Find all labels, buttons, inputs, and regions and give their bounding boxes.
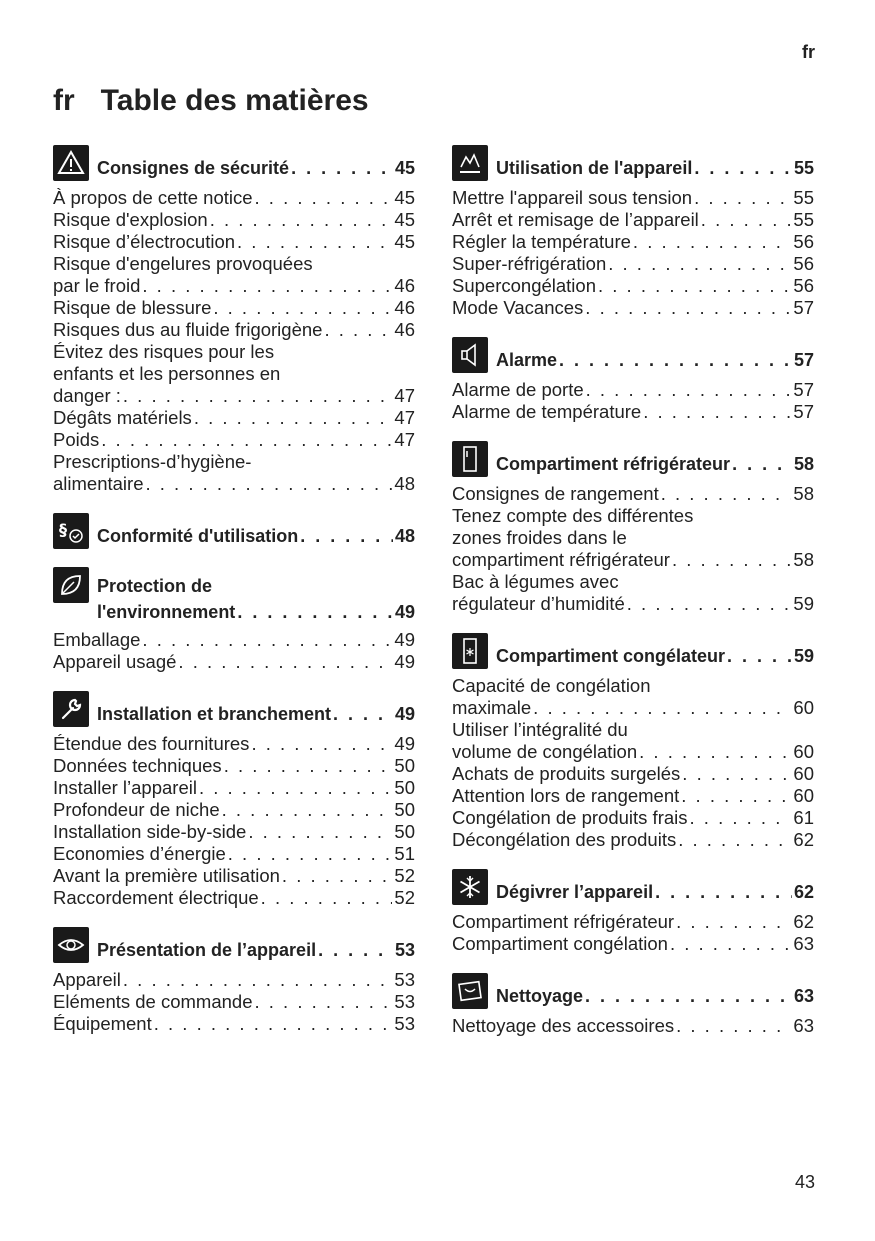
entry-page-number: 52 <box>394 865 415 886</box>
toc-entry[interactable] <box>452 593 814 615</box>
entry-text: Congélation de produits frais <box>452 807 688 828</box>
entry-page-number: 49 <box>394 651 415 672</box>
section-title-text: Alarme <box>496 350 558 370</box>
section-page-number: 62 <box>793 882 814 902</box>
entry-page-number: 45 <box>394 187 415 208</box>
entry-page-number: 50 <box>394 755 415 776</box>
leader-dots <box>228 843 393 865</box>
toc-entry[interactable] <box>452 379 814 401</box>
section-title-text: Utilisation de l'appareil <box>496 158 693 178</box>
entry-text-line: Bac à légumes avec <box>452 571 619 592</box>
leader-dots <box>694 157 792 179</box>
entry-text: Poids <box>53 429 100 450</box>
section-header[interactable] <box>452 441 814 477</box>
speaker-alarm-icon <box>452 337 488 373</box>
entry-text: Compartiment réfrigérateur <box>452 911 675 932</box>
entry-text: Appareil <box>53 969 121 990</box>
leader-dots <box>608 253 791 275</box>
snowflake-icon <box>452 869 488 905</box>
toc-entry[interactable] <box>452 275 814 297</box>
section-header[interactable] <box>53 927 415 963</box>
leader-dots <box>123 385 393 407</box>
toc-entry[interactable] <box>53 319 415 341</box>
entry-page-number: 56 <box>793 231 814 252</box>
leader-dots <box>248 821 392 843</box>
entry-text-line: Évitez des risques pour les <box>53 341 275 362</box>
toc-section <box>53 567 415 673</box>
leader-dots <box>146 473 393 495</box>
leader-dots <box>639 741 791 763</box>
toc-section <box>452 869 814 955</box>
section-title-row <box>97 691 415 725</box>
entry-text: Compartiment congélation <box>452 933 668 954</box>
leader-dots <box>682 763 791 785</box>
section-title-text: Compartiment réfrigérateur <box>496 454 731 474</box>
section-page-number: 45 <box>394 158 415 178</box>
section-title-text: Conformité d'utilisation <box>97 526 299 546</box>
leader-dots <box>333 703 393 725</box>
toc-entry[interactable] <box>452 401 814 423</box>
toc-entry[interactable] <box>53 887 415 909</box>
entry-text: Economies d’énergie <box>53 843 226 864</box>
toc-section <box>53 927 415 1035</box>
section-page-number: 58 <box>793 454 814 474</box>
section-page-number: 48 <box>394 526 415 546</box>
entry-page-number: 46 <box>394 275 415 296</box>
entry-page-number: 60 <box>793 785 814 806</box>
leader-dots <box>678 829 791 851</box>
section-title <box>97 567 415 623</box>
toc-entry[interactable] <box>53 231 415 253</box>
section-title-row <box>496 633 814 667</box>
section-page-number: 53 <box>394 940 415 960</box>
entry-text: Risques dus au fluide frigorigène <box>53 319 323 340</box>
toc-entry[interactable] <box>452 231 814 253</box>
entry-text: Risque de blessure <box>53 297 212 318</box>
entry-text: Attention lors de rangement <box>452 785 680 806</box>
section-page-number: 57 <box>793 350 814 370</box>
toc-entry[interactable] <box>53 821 415 843</box>
section-page-number: 63 <box>793 986 814 1006</box>
entry-page-number: 58 <box>793 549 814 570</box>
toc-entry[interactable] <box>452 209 814 231</box>
leader-dots <box>670 933 791 955</box>
section-header[interactable] <box>452 145 814 181</box>
toc-entry[interactable] <box>53 473 415 495</box>
section-title-text: Installation et branchement <box>97 704 332 724</box>
toc-entry[interactable] <box>452 911 814 933</box>
toc-entry[interactable] <box>452 807 814 829</box>
toc-section <box>53 691 415 909</box>
entry-page-number: 49 <box>394 733 415 754</box>
entry-page-number: 61 <box>793 807 814 828</box>
section-title <box>496 337 814 371</box>
section-title-text: Consignes de sécurité <box>97 158 290 178</box>
entry-page-number: 50 <box>394 821 415 842</box>
eye-icon <box>53 927 89 963</box>
entry-text: danger : <box>53 385 121 406</box>
leader-dots <box>199 777 392 799</box>
section-title <box>496 441 814 475</box>
section-title <box>496 869 814 903</box>
toc-section <box>452 337 814 423</box>
leader-dots <box>694 187 791 209</box>
section-title-text: l'environnement <box>97 602 236 622</box>
entry-page-number: 47 <box>394 385 415 406</box>
entry-text: À propos de cette notice <box>53 187 253 208</box>
warning-triangle-icon <box>53 145 89 181</box>
toc-entry[interactable] <box>452 697 814 719</box>
toc-entry[interactable] <box>53 777 415 799</box>
section-title-row <box>97 927 415 961</box>
entry-page-number: 53 <box>394 991 415 1012</box>
toc-entry[interactable] <box>452 829 814 851</box>
entry-text: Risque d’électrocution <box>53 231 236 252</box>
entry-text: Dégâts matériels <box>53 407 192 428</box>
toc-entry[interactable] <box>53 187 415 209</box>
toc-entry[interactable] <box>53 1013 415 1035</box>
environment-leaf-icon <box>53 567 89 603</box>
section-title-row <box>97 597 415 623</box>
entry-text: Avant la première utilisation <box>53 865 280 886</box>
leader-dots <box>676 1015 791 1037</box>
entry-page-number: 48 <box>394 473 415 494</box>
svg-text:§: § <box>59 520 67 539</box>
cleaning-icon <box>452 973 488 1009</box>
entry-text: régulateur d’humidité <box>452 593 625 614</box>
entry-page-number: 62 <box>793 829 814 850</box>
leader-dots <box>178 651 392 673</box>
title-language: fr <box>53 84 75 117</box>
toc-entry[interactable] <box>452 763 814 785</box>
leader-dots <box>101 429 392 451</box>
entry-page-number: 51 <box>394 843 415 864</box>
entry-page-number: 57 <box>793 297 814 318</box>
toc-right-column <box>452 145 814 1055</box>
entry-text-line: Capacité de congélation <box>452 675 651 696</box>
entry-page-number: 60 <box>793 741 814 762</box>
entry-text: Installation side-by-side <box>53 821 247 842</box>
leader-dots <box>237 601 393 623</box>
leader-dots <box>324 319 392 341</box>
section-title-text: Nettoyage <box>496 986 584 1006</box>
entry-text: Appareil usagé <box>53 651 177 672</box>
toc-section <box>452 441 814 615</box>
leader-dots <box>210 209 393 231</box>
section-title-text: Compartiment congélateur <box>496 646 726 666</box>
section-title <box>97 927 415 961</box>
leader-dots <box>154 1013 393 1035</box>
section-title-text: Présentation de l’appareil <box>97 940 317 960</box>
toc-section <box>452 633 814 851</box>
fridge-icon <box>452 441 488 477</box>
section-title-row <box>496 145 814 179</box>
entry-page-number: 50 <box>394 777 415 798</box>
toc-entry[interactable] <box>452 1015 814 1037</box>
entry-page-number: 56 <box>793 253 814 274</box>
toc-section <box>53 145 415 495</box>
entry-page-number: 46 <box>394 319 415 340</box>
entry-text: Risque d'explosion <box>53 209 208 230</box>
page-title <box>53 84 369 118</box>
toc-entry[interactable] <box>452 253 814 275</box>
leader-dots <box>661 483 792 505</box>
toc-left-column <box>53 145 415 1053</box>
entry-page-number: 57 <box>793 401 814 422</box>
leader-dots <box>142 275 392 297</box>
entry-page-number: 59 <box>793 593 814 614</box>
entry-text: Consignes de rangement <box>452 483 659 504</box>
page-number: 43 <box>794 1172 815 1192</box>
section-page-number: 55 <box>793 158 814 178</box>
section-title <box>97 691 415 725</box>
entry-text-line: Tenez compte des différentes <box>452 505 694 526</box>
leader-dots <box>291 157 393 179</box>
section-title <box>496 973 814 1007</box>
entry-text-line: Utiliser l’intégralité du <box>452 719 628 740</box>
leader-dots <box>251 733 392 755</box>
entry-text: Installer l’appareil <box>53 777 197 798</box>
leader-dots <box>318 939 393 961</box>
entry-page-number: 57 <box>793 379 814 400</box>
entry-text-line: Prescriptions-d’hygiène- <box>53 451 252 472</box>
toc-entry[interactable] <box>53 429 415 451</box>
entry-page-number: 52 <box>394 887 415 908</box>
leader-dots <box>732 453 792 475</box>
toc-section <box>452 145 814 319</box>
toc-entry[interactable] <box>452 933 814 955</box>
section-title-row <box>496 337 814 371</box>
entry-page-number: 62 <box>793 911 814 932</box>
toc-entry[interactable] <box>53 969 415 991</box>
entry-page-number: 55 <box>793 209 814 230</box>
toc-entry[interactable] <box>53 629 415 651</box>
toc-entry[interactable] <box>53 651 415 673</box>
leader-dots <box>224 755 393 777</box>
leader-dots <box>194 407 393 429</box>
leader-dots <box>237 231 392 253</box>
entry-text: Alarme de porte <box>452 379 584 400</box>
leader-dots <box>559 349 792 371</box>
entry-page-number: 58 <box>793 483 814 504</box>
leader-dots <box>727 645 792 667</box>
section-title <box>496 145 814 179</box>
leader-dots <box>676 911 791 933</box>
toc-entry[interactable] <box>53 755 415 777</box>
entry-text: par le froid <box>53 275 141 296</box>
section-page-number: 59 <box>793 646 814 666</box>
entry-text: Super-réfrigération <box>452 253 607 274</box>
leader-dots <box>643 401 791 423</box>
wrench-icon <box>53 691 89 727</box>
toc-entry[interactable] <box>53 209 415 231</box>
section-header[interactable] <box>53 513 415 549</box>
entry-text: Données techniques <box>53 755 222 776</box>
entry-text: Mode Vacances <box>452 297 584 318</box>
leader-dots <box>627 593 792 615</box>
section-page-number: 49 <box>394 602 415 622</box>
section-title <box>496 633 814 667</box>
toc-section <box>53 513 415 549</box>
toc-entry[interactable] <box>53 991 415 1013</box>
title-text: Table des matières <box>100 84 369 117</box>
entry-page-number: 56 <box>793 275 814 296</box>
toc-entry[interactable] <box>53 385 415 407</box>
entry-text-line: Risque d'engelures provoquées <box>53 253 313 274</box>
entry-text-line: enfants et les personnes en <box>53 363 281 384</box>
section-header[interactable] <box>452 633 814 669</box>
leader-dots <box>701 209 792 231</box>
entry-text: Mettre l'appareil sous tension <box>452 187 693 208</box>
freezer-icon <box>452 633 488 669</box>
toc-section <box>452 973 814 1037</box>
toc-entry[interactable] <box>53 733 415 755</box>
leader-dots <box>585 297 791 319</box>
entry-text: Équipement <box>53 1013 152 1034</box>
leader-dots <box>255 991 393 1013</box>
entry-page-number: 53 <box>394 969 415 990</box>
entry-text: Raccordement électrique <box>53 887 259 908</box>
entry-page-number: 46 <box>394 297 415 318</box>
leader-dots <box>533 697 791 719</box>
toc-entry[interactable] <box>452 187 814 209</box>
leader-dots <box>681 785 791 807</box>
leader-dots <box>690 807 792 829</box>
leader-dots <box>255 187 393 209</box>
entry-text: Étendue des fournitures <box>53 733 250 754</box>
entry-text: Alarme de température <box>452 401 642 422</box>
language-tag: fr <box>802 42 815 62</box>
leader-dots <box>123 969 393 991</box>
entry-page-number: 60 <box>793 763 814 784</box>
entry-text: maximale <box>452 697 532 718</box>
leader-dots <box>672 549 791 571</box>
leader-dots <box>598 275 791 297</box>
toc-entry[interactable] <box>452 785 814 807</box>
entry-page-number: 60 <box>793 697 814 718</box>
conformity-hand-icon <box>53 513 89 549</box>
entry-text: alimentaire <box>53 473 144 494</box>
toc-entry[interactable] <box>53 799 415 821</box>
leader-dots <box>282 865 393 887</box>
section-header[interactable] <box>452 337 814 373</box>
section-page-number: 49 <box>394 704 415 724</box>
toc-entry[interactable] <box>452 549 814 571</box>
entry-page-number: 45 <box>394 231 415 252</box>
entry-page-number: 47 <box>394 407 415 428</box>
toc-entry[interactable] <box>452 741 814 763</box>
entry-page-number: 47 <box>394 429 415 450</box>
entry-text: Supercongélation <box>452 275 596 296</box>
toc-entry[interactable] <box>53 865 415 887</box>
entry-text: Profondeur de niche <box>53 799 220 820</box>
entry-text: Régler la température <box>452 231 631 252</box>
leader-dots <box>300 525 393 547</box>
entry-text: Achats de produits surgelés <box>452 763 681 784</box>
leader-dots <box>222 799 393 821</box>
section-header[interactable] <box>53 567 415 623</box>
entry-page-number: 63 <box>793 1015 814 1036</box>
section-title-row <box>97 145 415 179</box>
hand-operation-icon <box>452 145 488 181</box>
section-title <box>97 513 415 547</box>
entry-text: Nettoyage des accessoires <box>452 1015 675 1036</box>
entry-page-number: 50 <box>394 799 415 820</box>
section-title-row <box>496 973 814 1007</box>
section-title-text: Dégivrer l’appareil <box>496 882 654 902</box>
toc-entry[interactable] <box>452 297 814 319</box>
leader-dots <box>142 629 392 651</box>
toc-entry[interactable] <box>53 275 415 297</box>
entry-text: Arrêt et remisage de l’appareil <box>452 209 699 230</box>
entry-text: Décongélation des produits <box>452 829 677 850</box>
leader-dots <box>261 887 393 909</box>
entry-page-number: 45 <box>394 209 415 230</box>
leader-dots <box>655 881 792 903</box>
entry-text: Emballage <box>53 629 141 650</box>
leader-dots <box>633 231 792 253</box>
entry-page-number: 55 <box>793 187 814 208</box>
section-title-row <box>97 513 415 547</box>
section-header[interactable] <box>53 145 415 181</box>
toc-entry[interactable] <box>53 843 415 865</box>
leader-dots <box>586 379 792 401</box>
section-header[interactable] <box>53 691 415 727</box>
entry-page-number: 53 <box>394 1013 415 1034</box>
leader-dots <box>585 985 792 1007</box>
section-title-row <box>496 869 814 903</box>
section-title <box>97 145 415 179</box>
entry-text-line: zones froides dans le <box>452 527 627 548</box>
leader-dots <box>213 297 392 319</box>
section-title-row <box>496 441 814 475</box>
toc-entry[interactable] <box>53 297 415 319</box>
entry-page-number: 49 <box>394 629 415 650</box>
section-title-line: Protection de <box>97 576 213 596</box>
toc-entry[interactable] <box>53 407 415 429</box>
entry-page-number: 63 <box>793 933 814 954</box>
toc-entry[interactable] <box>452 483 814 505</box>
section-header[interactable] <box>452 869 814 905</box>
section-header[interactable] <box>452 973 814 1009</box>
entry-text: Eléments de commande <box>53 991 253 1012</box>
entry-text: volume de congélation <box>452 741 638 762</box>
entry-text: compartiment réfrigérateur <box>452 549 670 570</box>
